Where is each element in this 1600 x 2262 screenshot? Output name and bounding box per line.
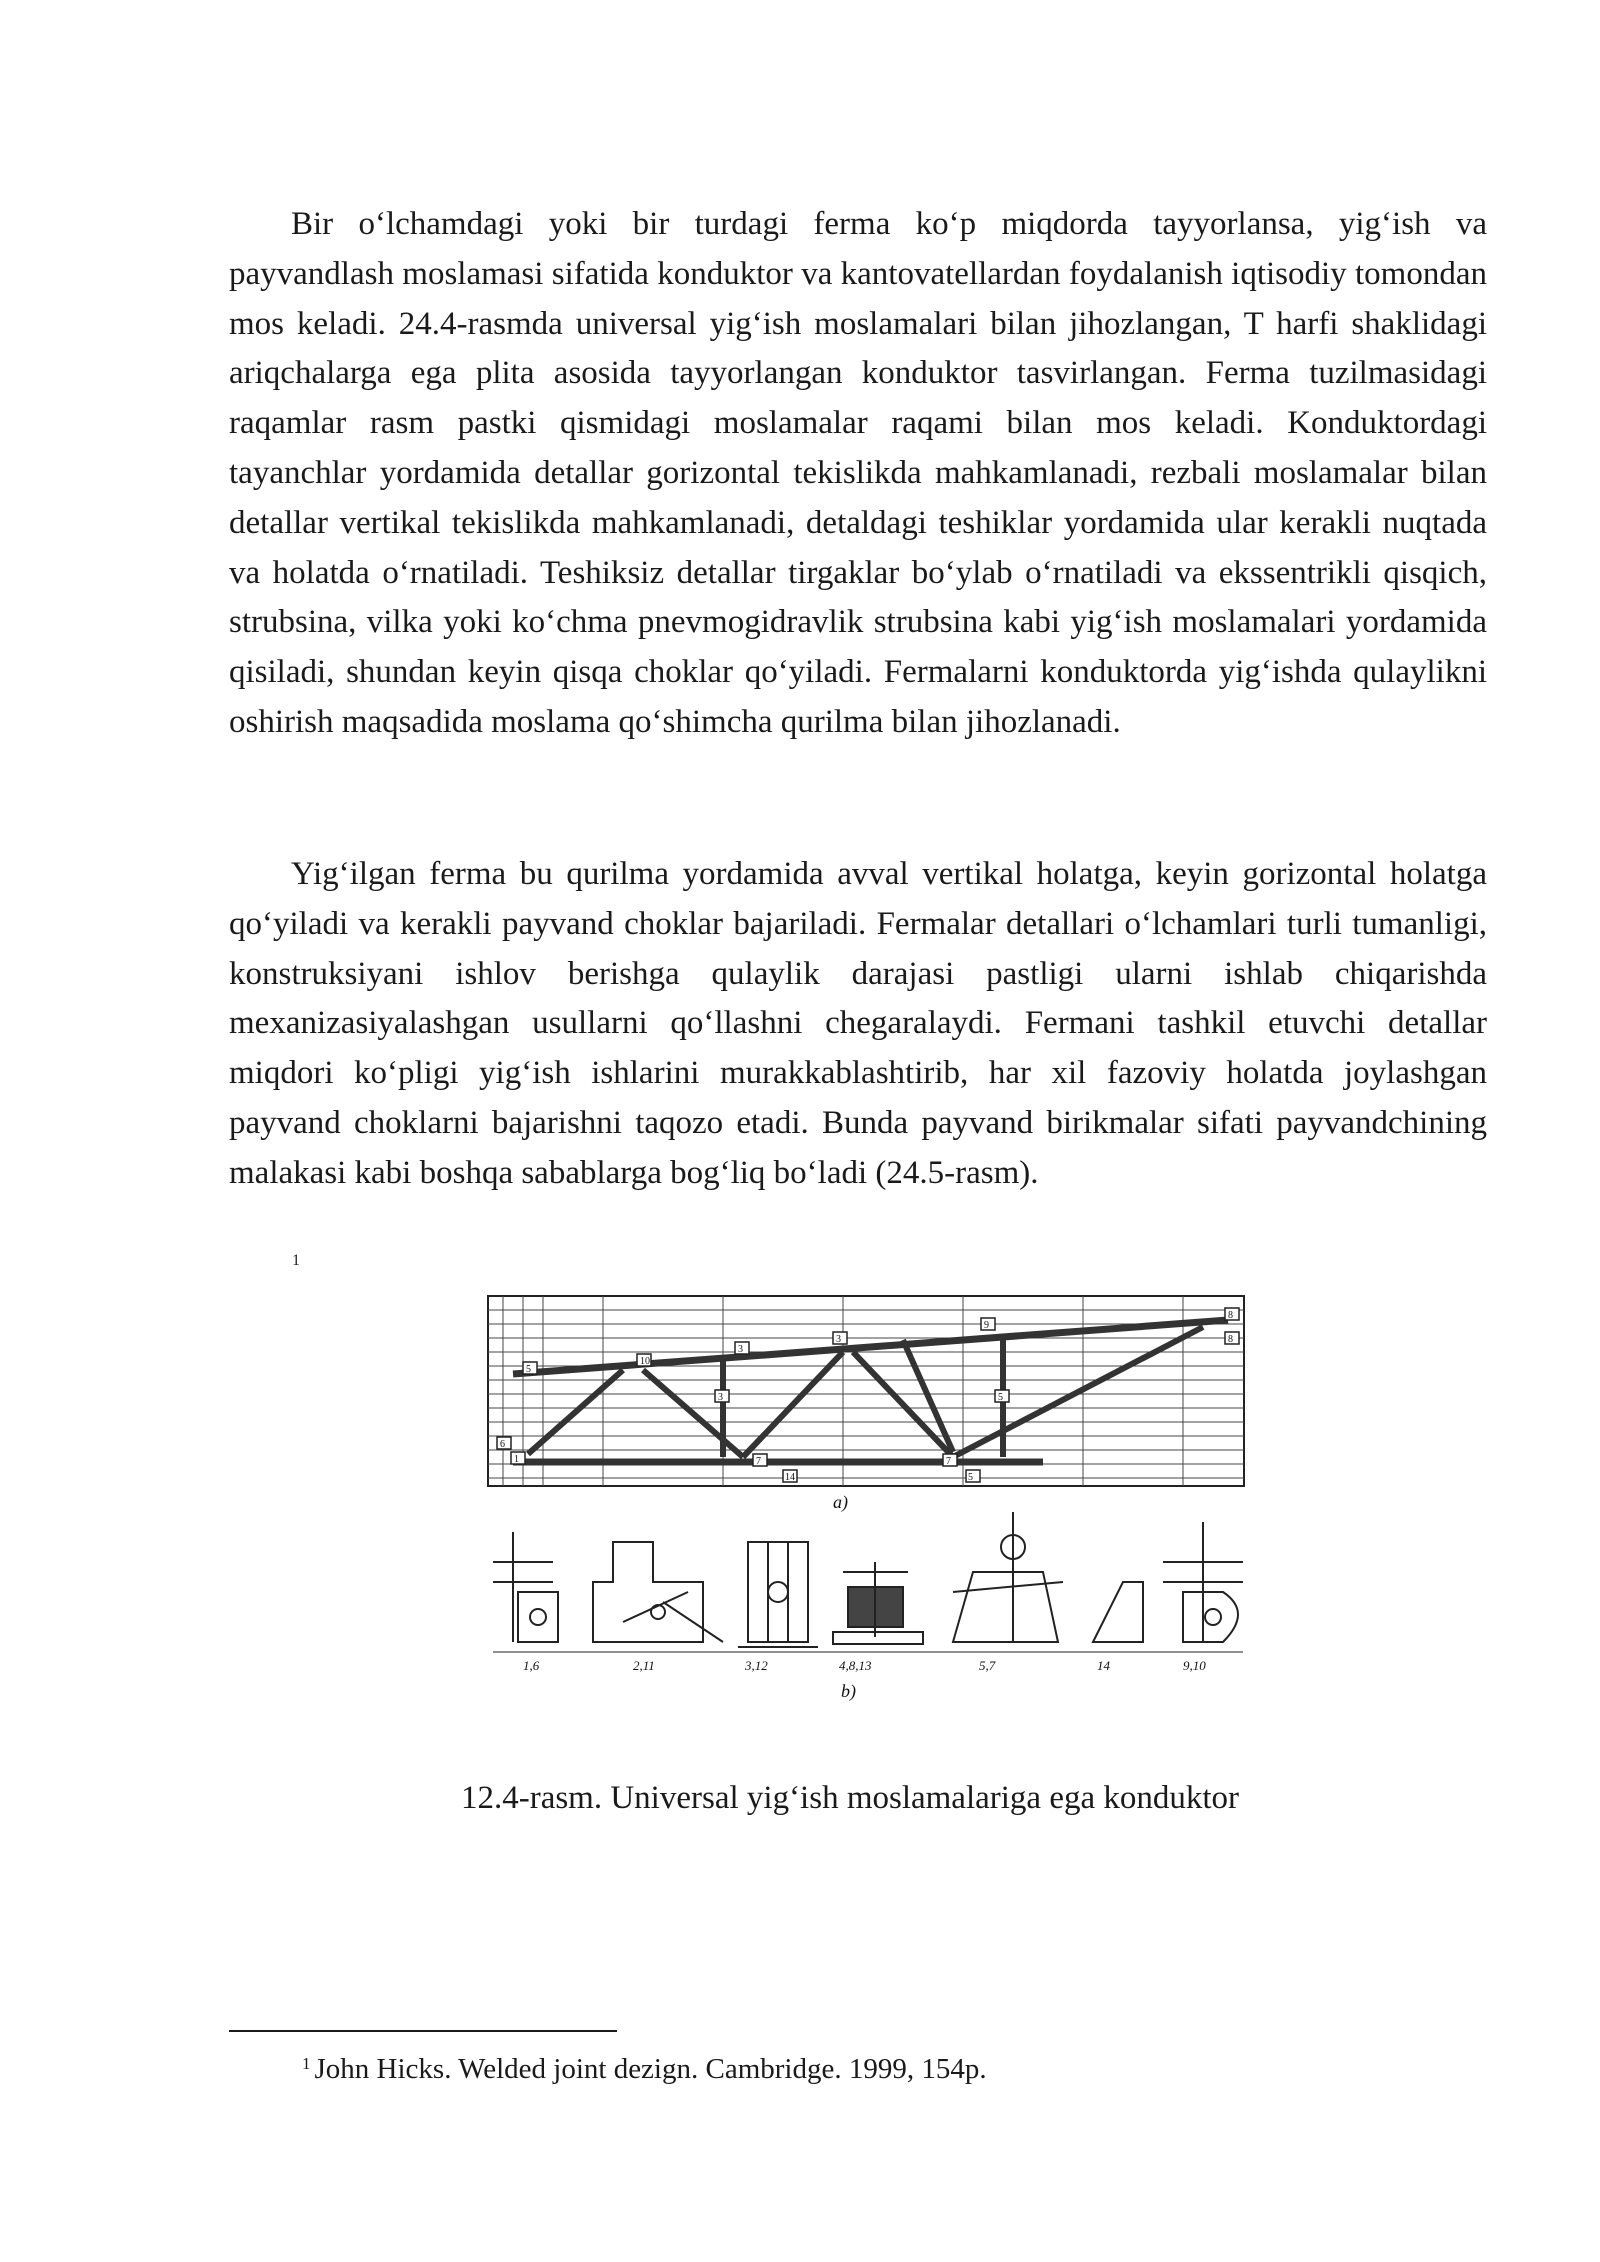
truss-label: 7 [946,1456,951,1467]
fixture-14 [1093,1582,1143,1642]
figure-caption: 12.4-rasm. Universal yig‘ish moslamalariga ega konduktor [460,1780,1240,1816]
truss-label: 8 [1228,1334,1233,1345]
fixture-4-8-13 [833,1562,923,1644]
footnote-divider [229,2030,617,2032]
truss-label: 6 [500,1439,505,1450]
truss-chords [513,1320,1228,1462]
fixture-label: 14 [1097,1658,1110,1673]
truss-label: 10 [640,1356,650,1367]
footnote [302,2046,987,2087]
fixture-label: 1,6 [523,1658,540,1673]
fixture-label: 3,12 [745,1658,768,1673]
fixture-labels [523,1658,1206,1673]
paragraph-text: Yig‘ilgan ferma bu qurilma yordamida avval vertikal holatga, keyin gorizontal holatga qo‘yiladi va kerakli payvand choklar bajariladi. Fermalar detallari o‘lchamlari turli tumanligi, konstruksiyani ishlov berishga qulaylik darajasi pastligi ularni ishlab chiqarishda mexanizasiyalashgan usullarni qo‘llashni chegaralaydi. Fermani tashkil etuvchi detallar miqdori ko‘pligi yig‘ish ishlarini murakkablashtirib, har xil fazoviy holatda joylashgan payvand choklarni bajarishni taqozo etadi. Bunda payvand birikmalar sifati payvandchining malakasi kabi boshqa sabablarga bog‘liq bo‘ladi (24.5-rasm). [229,856,1487,1191]
truss-label: 3 [836,1334,841,1345]
fixture-3-12 [738,1542,818,1647]
footnote-marker: 1 [292,1252,300,1269]
fixture-5-7 [953,1512,1063,1642]
fixture-1-6 [493,1532,558,1642]
fixture-label: 9,10 [1183,1658,1206,1673]
fixture-label: 2,11 [633,1658,655,1673]
footnote-citation: John Hicks. Welded joint dezign. Cambridge. 1999, 154p. [314,2053,987,2085]
fixture-2-11 [593,1542,723,1642]
fixture-label: 5,7 [979,1658,996,1673]
panel-b-label: b) [841,1681,856,1701]
body-paragraph-2 [229,850,1487,1199]
truss-number-labels [500,1310,1233,1483]
panel-b-fixtures [493,1512,1243,1702]
body-paragraph-1 [229,200,1487,748]
fixture-label: 4,8,13 [839,1658,872,1673]
truss-label: 1 [514,1454,519,1465]
truss-label: 5 [998,1392,1003,1403]
footnote-number: 1 [302,2054,311,2073]
truss-label: 14 [785,1472,795,1483]
fixture-9-10 [1163,1522,1243,1642]
figure-drawing [483,1292,1253,1718]
truss-label: 7 [756,1456,761,1467]
panel-a-truss-drawing [488,1296,1244,1513]
clamp-blocks [497,1308,1239,1482]
paragraph-text: Bir o‘lchamdagi yoki bir turdagi ferma ko‘p miqdorda tayyorlansa, yig‘ish va payvandlash moslamasi sifatida konduktor va kantovatellardan foydalanish iqtisodiy tomondan mos keladi. 24.4-rasmda universal yig‘ish moslamalari bilan jihozlangan, T harfi shaklidagi ariqchalarga ega plita asosida tayyorlangan konduktor tasvirlangan. Ferma tuzilmasidagi raqamlar rasm pastki qismidagi moslamalar raqami bilan mos keladi. Konduktordagi tayanchlar yordamida detallar gorizontal tekislikda mahkamlanadi, rezbali moslamalar bilan detallar vertikal tekislikda mahkamlanadi, detaldagi teshiklar yordamida ular kerakli nuqtada va holatda o‘rnatiladi. Teshiksiz detallar tirgaklar bo‘ylab o‘rnatiladi va ekssentrikli qisqich, strubsina, vilka yoki ko‘chma pnevmogidravlik strubsina kabi yig‘ish moslamalari yordamida qisiladi, shundan keyin qisqa choklar qo‘yiladi. Fermalarni konduktorda yig‘ishda qulaylikni oshirish maqsadida moslama qo‘shimcha qurilma bilan jihozlanadi. [229,206,1487,740]
truss-label: 3 [738,1344,743,1355]
figure-conductor [483,1292,1253,1718]
truss-label: 9 [984,1320,989,1331]
truss-label: 8 [1228,1310,1233,1321]
panel-a-label: a) [833,1492,848,1512]
truss-label: 5 [968,1472,973,1483]
truss-label: 5 [526,1364,531,1375]
truss-label: 3 [718,1392,723,1403]
